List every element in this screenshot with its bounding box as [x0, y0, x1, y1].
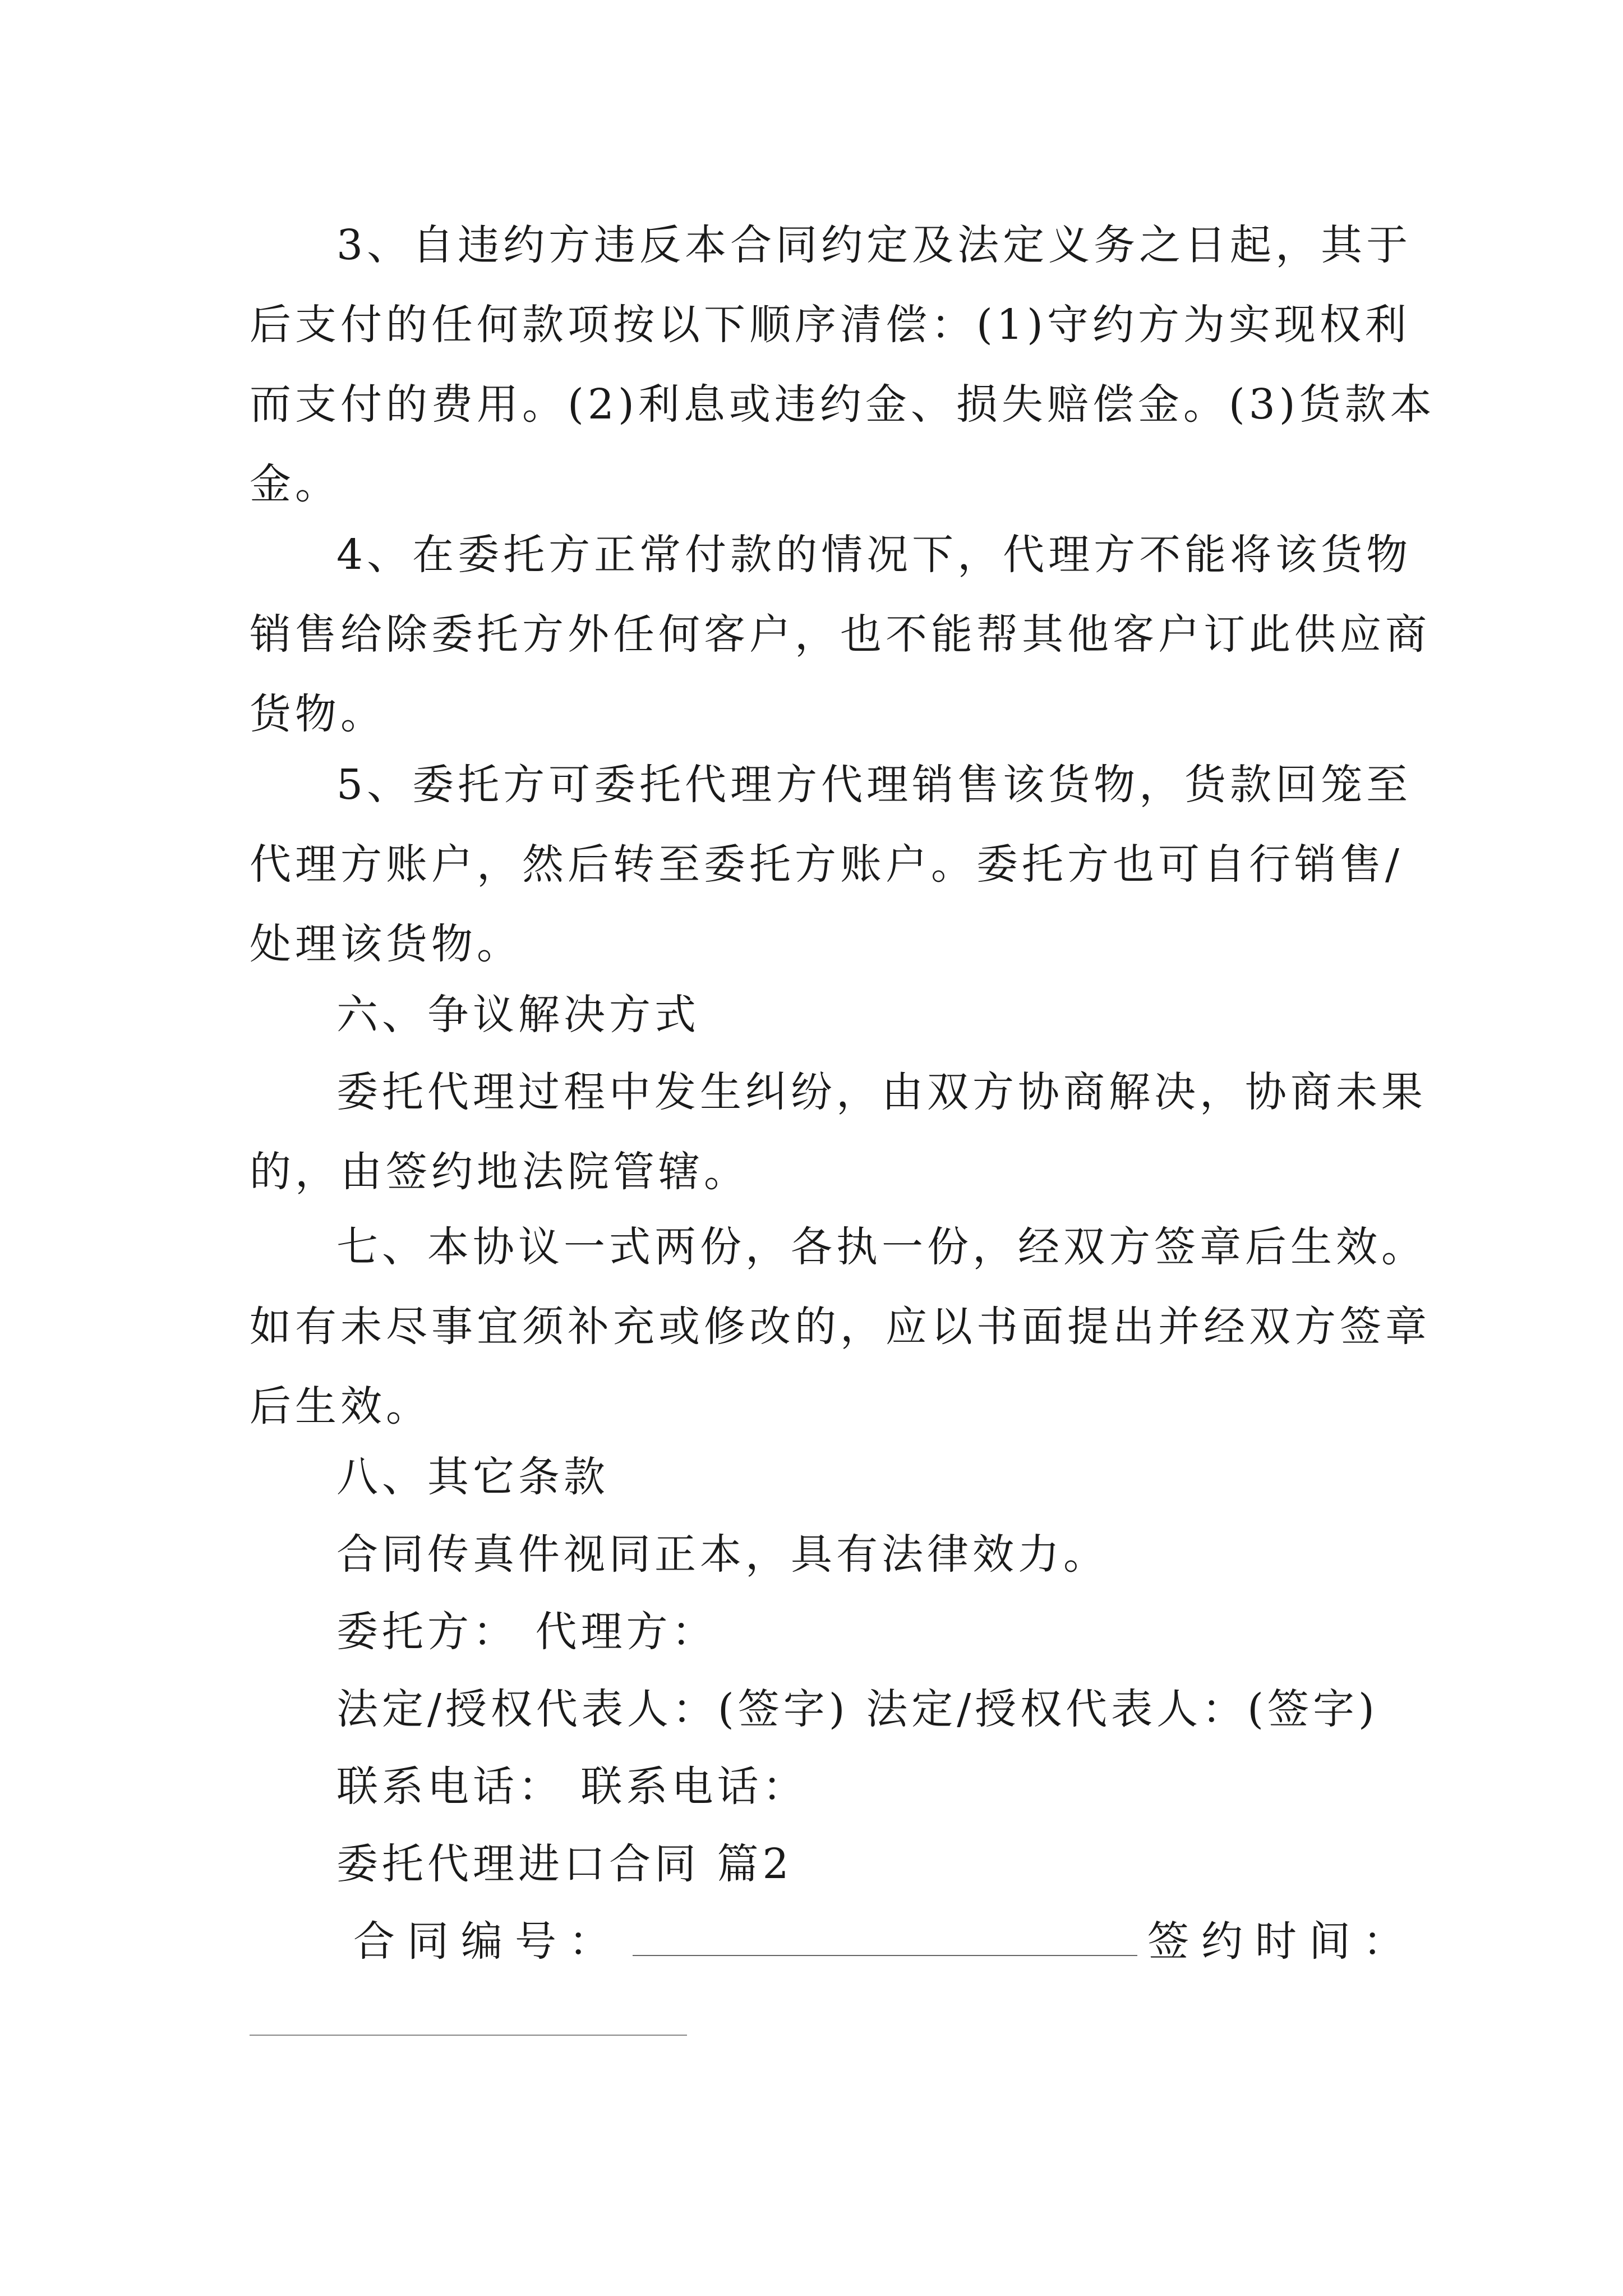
section-title-part2 — [250, 1824, 1388, 1904]
text-line: 后生效。 — [250, 1382, 431, 1430]
parties-line — [250, 1592, 1388, 1672]
text-line: 八、其它条款 — [336, 1453, 609, 1501]
text-line: 联系电话： 联系电话： — [336, 1763, 808, 1811]
text-line: 委托方： 代理方： — [336, 1608, 717, 1656]
phone-line — [250, 1747, 1388, 1826]
paragraph-4 — [250, 515, 1431, 754]
footnote-divider — [250, 2035, 687, 2036]
text-line: 委托代理过程中发生纠纷，由双方协商解决，协商未果 — [336, 1068, 1427, 1116]
text-line: 货物。 — [250, 690, 386, 738]
text-line: 处理该货物。 — [250, 920, 522, 968]
signing-time-label: 签约时间： — [1147, 1917, 1417, 1966]
text-line: 4、在委托方正常付款的情况下，代理方不能将该货物 — [336, 531, 1412, 579]
text-line: 后支付的任何款项按以下顺序清偿：(1)守约方为实现权利 — [250, 301, 1410, 349]
contract-number-label: 合同编号： — [353, 1917, 623, 1966]
representative-line — [250, 1669, 1388, 1749]
text-line: 而支付的费用。(2)利息或违约金、损失赔偿金。(3)货款本 — [250, 380, 1436, 429]
paragraph-5 — [250, 745, 1412, 984]
paragraph-3 — [250, 205, 1436, 524]
paragraph-fax — [250, 1515, 1388, 1594]
contract-info-row — [250, 1902, 1417, 1981]
text-line: 代理方账户，然后转至委托方账户。委托方也可自行销售/ — [250, 840, 1403, 889]
text-line: 法定/授权代表人：(签字) 法定/授权代表人：(签字) — [336, 1685, 1378, 1733]
contract-number-blank — [633, 1954, 1137, 1956]
text-line: 如有未尽事宜须补充或修改的，应以书面提出并经双方签章 — [250, 1303, 1431, 1351]
text-line: 合同传真件视同正本，具有法律效力。 — [336, 1530, 1109, 1579]
paragraph-dispute — [250, 1052, 1427, 1212]
section-heading-other — [250, 1437, 1388, 1517]
text-line: 六、争议解决方式 — [336, 991, 700, 1039]
text-line: 委托代理进口合同 篇2 — [336, 1840, 793, 1888]
text-line: 5、委托方可委托代理方代理销售该货物，货款回笼至 — [336, 761, 1412, 809]
text-line: 3、自违约方违反本合同约定及法定义务之日起，其于 — [336, 221, 1412, 269]
text-line: 金。 — [250, 460, 340, 508]
paragraph-seven — [250, 1207, 1431, 1446]
text-line: 的，由签约地法院管辖。 — [250, 1148, 749, 1196]
text-line: 销售给除委托方外任何客户，也不能帮其他客户订此供应商 — [250, 610, 1431, 659]
section-heading-dispute — [250, 975, 1388, 1055]
text-line: 七、本协议一式两份，各执一份，经双方签章后生效。 — [336, 1223, 1427, 1271]
